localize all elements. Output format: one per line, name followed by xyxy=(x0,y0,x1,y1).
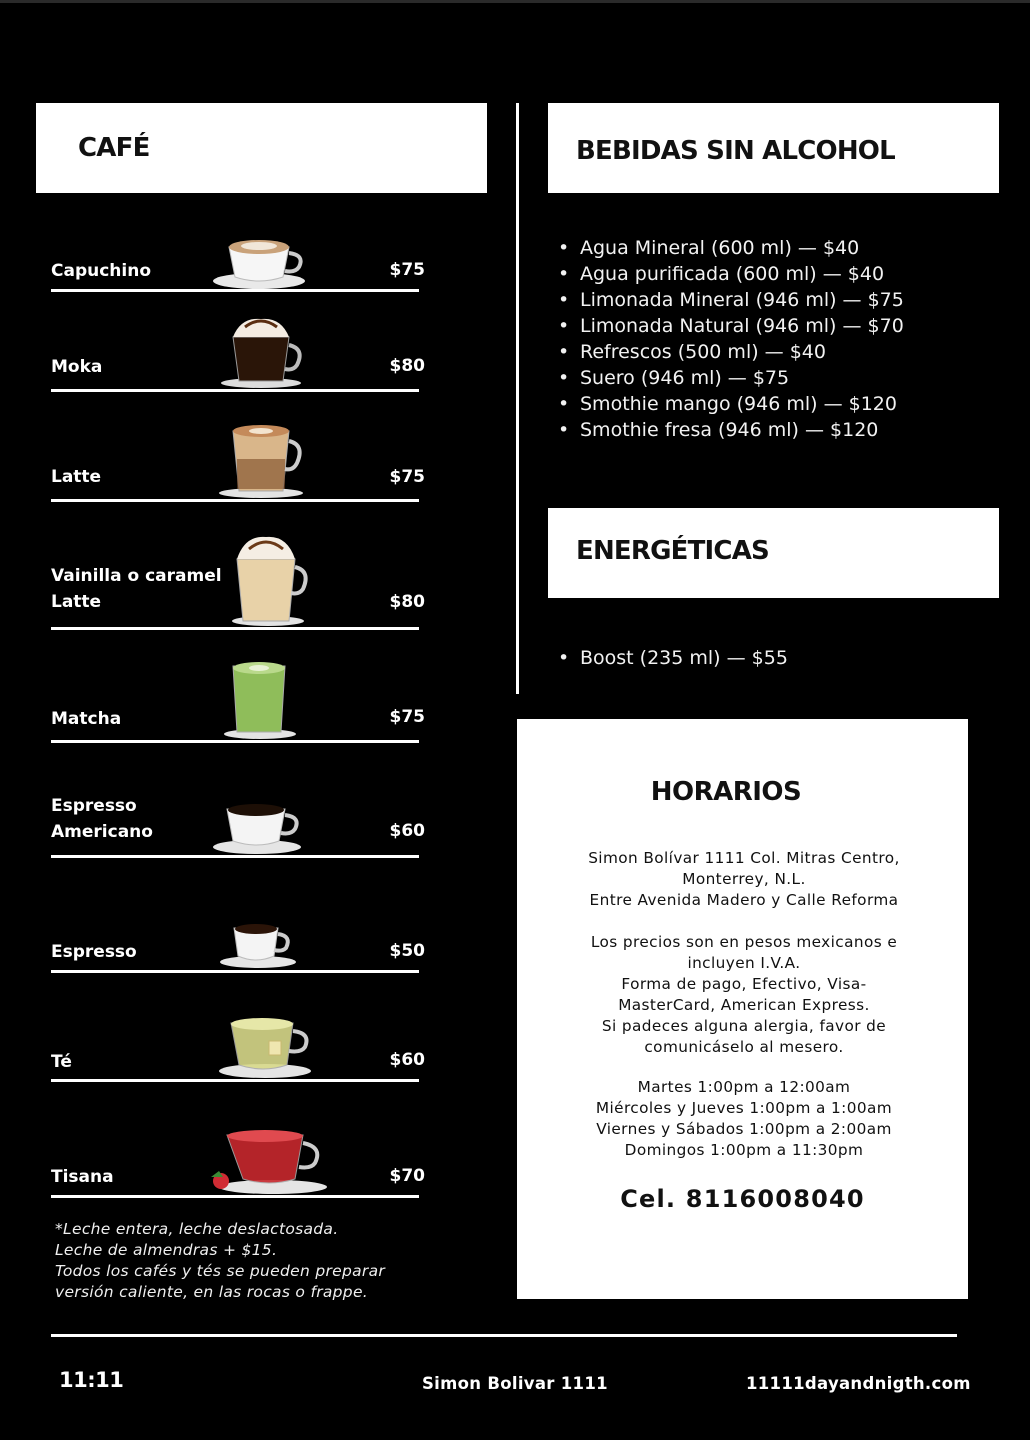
item-name-line1: Espresso xyxy=(51,796,137,816)
schedule-line: Miércoles y Jueves 1:00pm a 1:00am xyxy=(595,1099,893,1117)
cafe-notes xyxy=(55,1219,385,1303)
item-underline xyxy=(51,289,419,292)
menu-item-matcha xyxy=(51,656,425,743)
footer-divider xyxy=(51,1334,957,1337)
capuchino-cup-icon xyxy=(209,233,309,289)
item-name: Moka xyxy=(51,357,103,377)
info-line: incluyen I.V.A. xyxy=(687,954,801,972)
info-line: MasterCard, American Express. xyxy=(618,996,870,1014)
address-line: Entre Avenida Madero y Calle Reforma xyxy=(589,891,899,909)
list-item: • Agua purificada (600 ml) — $40 xyxy=(580,261,904,287)
schedule-line: Viernes y Sábados 1:00pm a 2:00am xyxy=(596,1120,892,1138)
tisana-cup-icon xyxy=(207,1125,331,1195)
list-item: • Smothie fresa (946 ml) — $120 xyxy=(580,417,904,443)
list-item: • Suero (946 ml) — $75 xyxy=(580,365,904,391)
address-block xyxy=(557,848,931,911)
cafe-title: CAFÉ xyxy=(78,133,150,163)
item-name: Latte xyxy=(51,467,102,487)
energeticas-title: ENERGÉTICAS xyxy=(576,536,769,566)
energeticas-list xyxy=(548,645,788,671)
schedule-block xyxy=(557,1077,931,1161)
item-name-line1: Vainilla o caramel xyxy=(51,566,222,586)
item-name: Matcha xyxy=(51,709,122,729)
menu-item-moka xyxy=(51,312,425,392)
item-underline xyxy=(51,499,419,502)
list-item: • Smothie mango (946 ml) — $120 xyxy=(580,391,904,417)
americano-cup-icon xyxy=(209,797,305,855)
schedule-line: Martes 1:00pm a 12:00am xyxy=(637,1078,851,1096)
schedule-line: Domingos 1:00pm a 11:30pm xyxy=(624,1141,864,1159)
cafe-header xyxy=(36,103,487,193)
list-item: • Boost (235 ml) — $55 xyxy=(580,645,788,671)
bebidas-header xyxy=(548,103,999,193)
item-underline xyxy=(51,389,419,392)
info-line: Los precios son en pesos mexicanos e xyxy=(590,933,898,951)
menu-item-espresso-americano xyxy=(51,788,425,858)
item-name: Capuchino xyxy=(51,261,152,281)
moka-glass-icon xyxy=(211,313,311,389)
item-underline xyxy=(51,970,419,973)
matcha-glass-icon xyxy=(215,658,305,740)
horarios-panel xyxy=(517,719,968,1299)
info-line: comunicáselo al mesero. xyxy=(644,1038,844,1056)
vainilla-latte-glass-icon xyxy=(223,533,313,627)
phone-number: Cel. 8116008040 xyxy=(620,1185,865,1213)
address-line: Monterrey, N.L. xyxy=(682,870,806,888)
list-item: • Refrescos (500 ml) — $40 xyxy=(580,339,904,365)
tea-cup-icon xyxy=(215,1011,315,1079)
item-underline xyxy=(51,1079,419,1082)
item-price: $75 xyxy=(389,260,425,280)
address-line: Simon Bolívar 1111 Col. Mitras Centro, xyxy=(588,849,900,867)
note-line: Leche de almendras + $15. xyxy=(55,1241,278,1259)
item-underline xyxy=(51,627,419,630)
column-divider xyxy=(516,103,519,694)
item-price: $60 xyxy=(389,821,425,841)
item-name: Té xyxy=(51,1052,72,1072)
footer-brand: 11:11 xyxy=(59,1368,124,1392)
item-price: $75 xyxy=(389,467,425,487)
info-block xyxy=(557,932,931,1058)
item-price: $80 xyxy=(389,356,425,376)
energeticas-header xyxy=(548,508,999,598)
info-line: Forma de pago, Efectivo, Visa- xyxy=(621,975,867,993)
menu-item-te xyxy=(51,1010,425,1082)
bebidas-list xyxy=(548,235,904,443)
espresso-cup-icon xyxy=(216,918,300,970)
list-item: • Limonada Natural (946 ml) — $70 xyxy=(580,313,904,339)
note-line: versión caliente, en las rocas o frappe. xyxy=(55,1283,369,1301)
menu-item-tisana xyxy=(51,1124,425,1198)
item-name-line2: Latte xyxy=(51,592,102,612)
note-line: *Leche entera, leche deslactosada. xyxy=(55,1220,339,1238)
item-name: Tisana xyxy=(51,1167,114,1187)
top-edge xyxy=(0,0,1030,3)
horarios-title: HORARIOS xyxy=(650,777,802,807)
item-price: $50 xyxy=(389,941,425,961)
item-price: $60 xyxy=(389,1050,425,1070)
note-line: Todos los cafés y tés se pueden preparar xyxy=(55,1262,386,1280)
menu-item-espresso xyxy=(51,915,425,973)
item-name: Espresso xyxy=(51,942,137,962)
latte-glass-icon xyxy=(211,419,311,499)
footer-website-link[interactable]: 11111dayandnigth.com xyxy=(746,1374,971,1393)
item-name-line2: Americano xyxy=(51,822,153,842)
menu-item-capuchino xyxy=(51,232,425,292)
item-underline xyxy=(51,855,419,858)
bebidas-title: BEBIDAS SIN ALCOHOL xyxy=(576,136,895,166)
menu-item-vainilla-caramel-latte xyxy=(51,530,425,630)
list-item: • Agua Mineral (600 ml) — $40 xyxy=(580,235,904,261)
list-item: • Limonada Mineral (946 ml) — $75 xyxy=(580,287,904,313)
footer-address: Simon Bolivar 1111 xyxy=(422,1374,608,1393)
menu-item-latte xyxy=(51,414,425,502)
item-price: $80 xyxy=(389,592,425,612)
item-underline xyxy=(51,1195,419,1198)
item-underline xyxy=(51,740,419,743)
item-price: $70 xyxy=(389,1166,425,1186)
item-price: $75 xyxy=(389,707,425,727)
info-line: Si padeces alguna alergia, favor de xyxy=(601,1017,887,1035)
